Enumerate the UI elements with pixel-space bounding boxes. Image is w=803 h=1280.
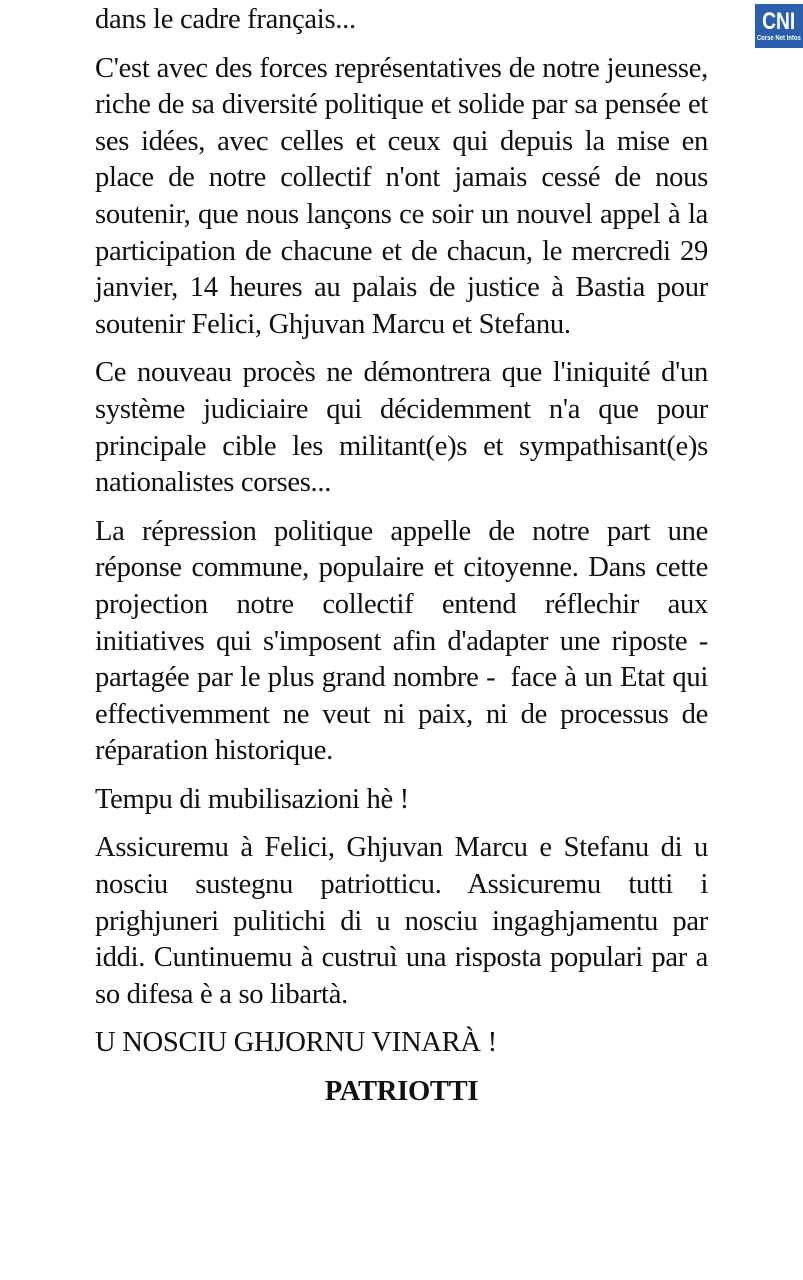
paragraph-intro-fragment: dans le cadre français...	[95, 4, 356, 35]
paragraph-support: Assicuremu à Felici, Ghjuvan Marcu e Stefanu di u nosciu sustegnu patriotticu. Assicuremu tutti i prighjuneri pulitichi di u nosciu ingaghjamentu par iddi. Cuntinuemu à custruì una risposta populari par a so difesa è a so libartà.	[95, 832, 708, 1010]
document-body	[95, 0, 708, 1111]
logo-title: CNI	[762, 7, 796, 35]
paragraph-political-repression: La répression politique appelle de notre part une réponse commune, populaire et citoyenne. Dans cette projection notre collectif entend réflechir aux initiatives qui s'imposent afin d'adapter une riposte - partagée par le plus grand nombre - face à un Etat qui effectivemment ne veut ni paix, ni de processus de réparation historique.	[95, 515, 708, 767]
signature: PATRIOTTI	[324, 1076, 479, 1108]
paragraph-mobilisation: Tempu di mubilisazioni hè !	[95, 783, 409, 815]
cni-logo-icon	[755, 4, 803, 48]
paragraph-call-to-participate: C'est avec des forces représentatives de notre jeunesse, riche de sa diversité politique et solide par sa pensée et ses idées, avec celles et ceux qui depuis la mise en place de notre collectif n'ont jamais cessé de nous soutenir, que nous lançons ce soir un nouvel appel à la participation de chacune et de chacun, le mercredi 29 janvier, 14 heures au palais de justice à Bastia pour soutenir Felici, Ghjuvan Marcu et Stefanu.	[95, 52, 708, 340]
logo-subtitle: Corse Net Infos	[757, 34, 801, 42]
paragraph-slogan: U NOSCIU GHJORNU VINARÀ !	[95, 1027, 497, 1059]
paragraph-new-trial: Ce nouveau procès ne démontrera que l'iniquité d'un système judiciaire qui décidemment n'a que pour principale cible les militant(e)s et sympathisant(e)s nationalistes corses...	[95, 357, 708, 499]
